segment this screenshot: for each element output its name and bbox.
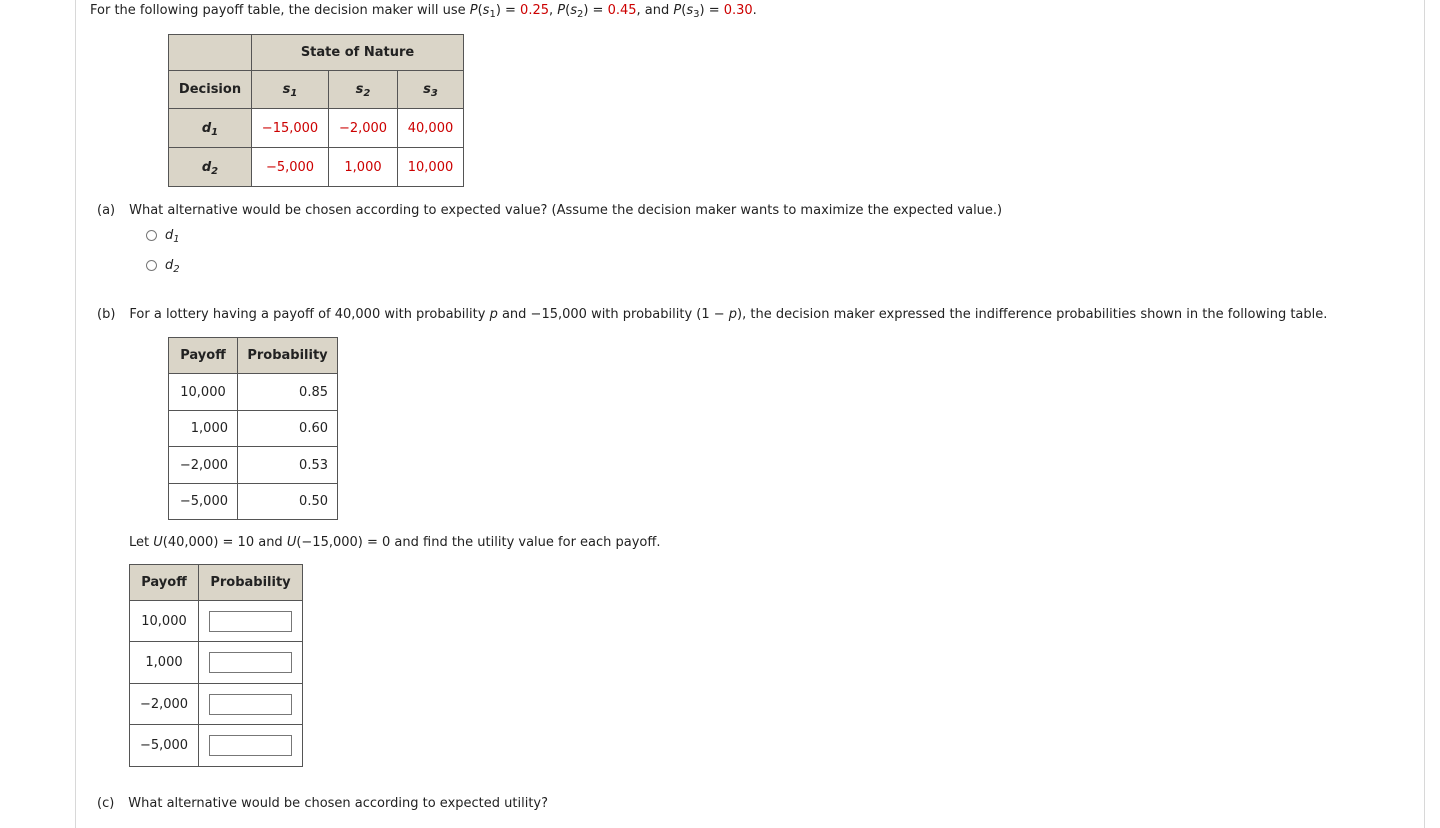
part-b-label: (b): [97, 307, 116, 322]
probability-cell: 0.85: [238, 374, 338, 411]
corner-cell: [169, 35, 252, 71]
payoff-cell: −5,000: [169, 484, 238, 520]
answer-cell: [199, 601, 303, 642]
part-a-question: (a) What alternative would be chosen according to expected value? (Assume the decision maker wants to maximize the expected value.): [97, 203, 1003, 218]
utility-instructions: Let U(40,000) = 10 and U(−15,000) = 0 and find the utility value for each payoff.: [129, 535, 661, 550]
utility-input-1000[interactable]: [209, 652, 292, 673]
option-d2-label: $d_2$: [165, 258, 180, 275]
utility-input-10000[interactable]: [209, 611, 292, 632]
state-header-s2: $s_2$: [329, 71, 398, 109]
payoff-cell: 40,000: [398, 109, 464, 148]
payoff-cell: −2,000: [169, 447, 238, 484]
payoff-cell: 1,000: [329, 148, 398, 187]
payoff-cell: −2,000: [130, 684, 199, 725]
decision-header: Decision: [169, 71, 252, 109]
probability-cell: 0.50: [238, 484, 338, 520]
payoff-cell: 10,000: [398, 148, 464, 187]
indifference-table: [168, 337, 338, 520]
probability-header: Probability: [199, 565, 303, 601]
payoff-cell: 1,000: [169, 411, 238, 447]
intro-text: For the following payoff table, the decision maker will use $P(s_1) = 0.25$, $P(s_2) = 0.45$, and $P(s_3) = 0.30$.: [90, 3, 757, 20]
utility-answer-table: [129, 564, 303, 767]
table-row: [130, 684, 303, 725]
option-d1[interactable]: [146, 228, 180, 243]
payoff-cell: 1,000: [130, 642, 199, 684]
probability-header: Probability: [238, 338, 338, 374]
table-row: [169, 374, 338, 411]
payoff-cell: −15,000: [252, 109, 329, 148]
table-row: [130, 642, 303, 684]
radio-d2[interactable]: [146, 260, 157, 271]
payoff-cell: −2,000: [329, 109, 398, 148]
utility-input-neg-5000[interactable]: [209, 735, 292, 756]
answer-cell: [199, 642, 303, 684]
part-a-label: (a): [97, 203, 116, 218]
table-row: [169, 411, 338, 447]
answer-cell: [199, 725, 303, 767]
state-of-nature-header: State of Nature: [252, 35, 464, 71]
option-d2[interactable]: [146, 258, 180, 273]
state-header-s1: $s_1$: [252, 71, 329, 109]
table-row: [169, 447, 338, 484]
payoff-table: [168, 34, 464, 187]
utility-input-neg-2000[interactable]: [209, 694, 292, 715]
table-row: [130, 725, 303, 767]
state-header-s3: $s_3$: [398, 71, 464, 109]
answer-cell: [199, 684, 303, 725]
decision-d2: $d_2$: [169, 148, 252, 187]
part-c-question: (c) What alternative would be chosen according to expected utility?: [97, 796, 549, 811]
probability-cell: 0.53: [238, 447, 338, 484]
payoff-cell: 10,000: [130, 601, 199, 642]
table-row: [169, 109, 464, 148]
option-d1-label: $d_1$: [165, 228, 180, 245]
decision-d1: $d_1$: [169, 109, 252, 148]
table-row: [169, 148, 464, 187]
table-row: [169, 484, 338, 520]
payoff-cell: 10,000: [169, 374, 238, 411]
part-b-question: (b) For a lottery having a payoff of 40,000 with probability p and −15,000 with probability (1 − p), the decision maker expressed the indifference probabilities shown in the following table.: [97, 307, 1328, 322]
radio-d1[interactable]: [146, 230, 157, 241]
payoff-cell: −5,000: [130, 725, 199, 767]
payoff-header: Payoff: [169, 338, 238, 374]
probability-cell: 0.60: [238, 411, 338, 447]
table-row: [130, 601, 303, 642]
part-c-label: (c): [97, 796, 115, 811]
payoff-cell: −5,000: [252, 148, 329, 187]
payoff-header: Payoff: [130, 565, 199, 601]
